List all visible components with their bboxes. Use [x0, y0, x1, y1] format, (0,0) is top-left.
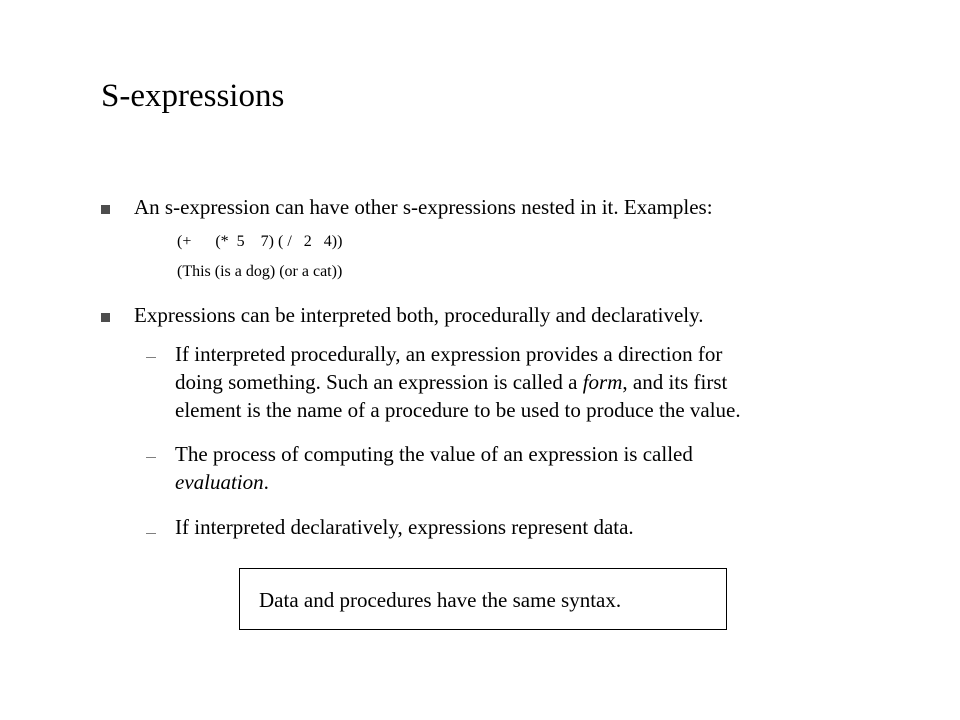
bullet-text: Expressions can be interpreted both, procedurally and declaratively. [134, 303, 704, 327]
emphasis-term: evaluation [175, 470, 264, 494]
text-span: , and its first [622, 370, 728, 394]
dash-bullet-icon [146, 457, 156, 458]
square-bullet-icon [101, 205, 110, 214]
dash-bullet-icon [146, 533, 156, 534]
text-span: . [263, 470, 269, 494]
dash-bullet-icon [146, 357, 156, 358]
code-example: (This (is a dog) (or a cat)) [177, 263, 343, 280]
square-bullet-icon [101, 313, 110, 322]
text-span: doing something. Such an expression is called a [175, 370, 583, 394]
text-line [175, 368, 915, 396]
callout-text: Data and procedures have the same syntax. [259, 588, 622, 612]
emphasis-term: form [582, 370, 623, 394]
text-line [175, 468, 915, 496]
sub-bullet-text [175, 440, 915, 496]
text-line: If interpreted procedurally, an expression provides a direction for [175, 342, 723, 366]
sub-bullet-text [175, 513, 915, 541]
text-line: element is the name of a procedure to be used to produce the value. [175, 398, 741, 422]
text-line: The process of computing the value of an expression is called [175, 442, 693, 466]
callout-box [239, 568, 727, 630]
text-line: If interpreted declaratively, expressions represent data. [175, 515, 634, 539]
slide-title: S-expressions [101, 78, 285, 114]
sub-bullet-text [175, 340, 915, 424]
code-example: (+ (* 5 7) ( / 2 4)) [177, 233, 343, 250]
bullet-text: An s-expression can have other s-expressions nested in it. Examples: [134, 195, 713, 219]
